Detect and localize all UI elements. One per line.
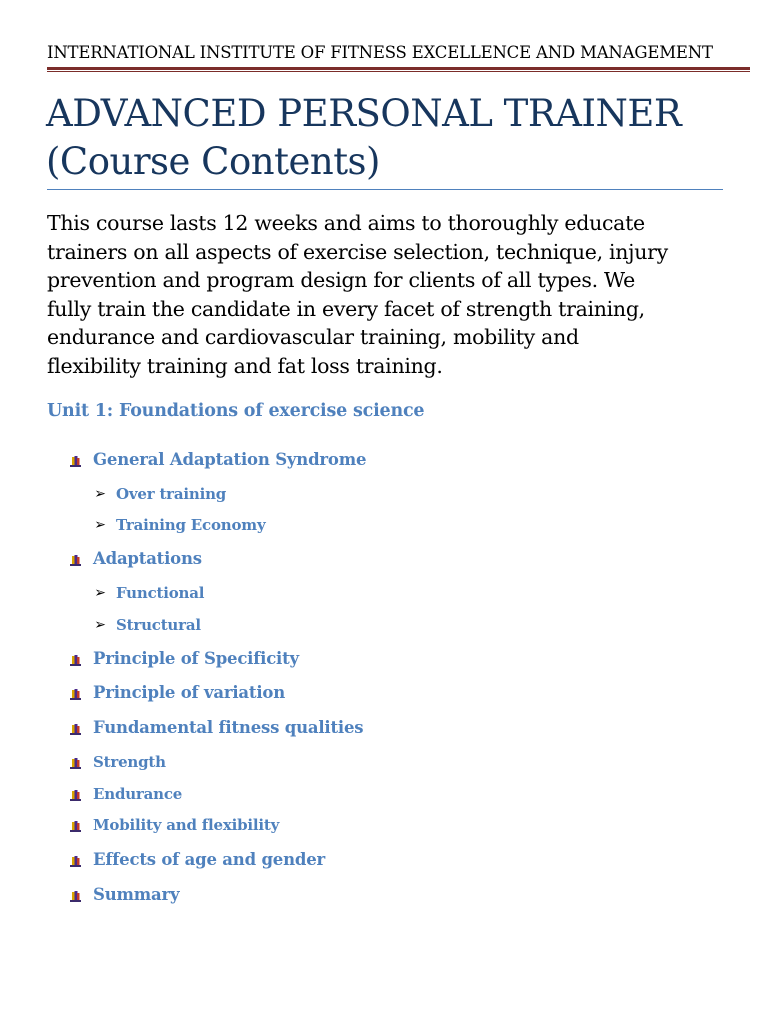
arrow-bullet-icon: ➢ [94,517,106,533]
intro-line-6: flexibility training and fat loss training. [47,353,443,378]
book-stack-icon [69,552,82,565]
list-item [69,649,299,668]
title-divider [47,189,723,190]
intro-paragraph [47,209,727,381]
book-stack-icon [69,819,82,832]
list-item [94,516,265,534]
list-item [69,816,279,834]
list-item-label: Principle of variation [93,683,285,702]
book-stack-icon [69,652,82,665]
intro-line-1: This course lasts 12 weeks and aims to thoroughly educate [47,211,645,235]
intro-line-5: endurance and cardiovascular training, mobility and [47,325,579,350]
intro-line-4: fully train the candidate in every facet of strength training, [47,296,645,321]
header-divider-thin [47,71,750,72]
list-item-label: Structural [116,616,201,634]
list-item [69,885,179,904]
list-item [94,584,204,602]
list-item-label: Summary [93,885,180,904]
list-item-label: Strength [93,753,166,771]
title-line-2: (Course Contents) [46,140,380,183]
arrow-bullet-icon: ➢ [94,585,106,601]
book-stack-icon [69,888,82,901]
book-stack-icon [69,686,82,699]
book-stack-icon [69,453,82,466]
list-item-label: Functional [116,584,205,602]
list-item-label: General Adaptation Syndrome [93,450,367,469]
list-item-label: Principle of Specificity [93,649,299,668]
list-item [69,753,166,771]
list-item-label: Over training [116,485,227,503]
list-item-label: Fundamental fitness qualities [93,718,364,737]
list-item [94,616,201,634]
list-item [69,683,285,702]
list-item [69,549,202,568]
book-stack-icon [69,788,82,801]
list-item-label: Training Economy [116,516,266,534]
list-item [69,450,366,469]
intro-line-3: prevention and program design for clients of all types. We [47,268,635,293]
book-stack-icon [69,721,82,734]
list-item [69,850,325,869]
list-item-label: Adaptations [93,549,202,568]
intro-line-2: trainers on all aspects of exercise selection, technique, injury [47,239,668,264]
list-item-label: Effects of age and gender [93,850,326,869]
title-line-1: ADVANCED PERSONAL TRAINER [46,92,682,135]
header-divider [47,67,750,73]
list-item [69,718,363,737]
book-stack-icon [69,853,82,866]
list-item [94,485,226,503]
arrow-bullet-icon: ➢ [94,617,106,633]
list-item [69,785,182,803]
list-item-label: Mobility and flexibility [93,816,280,834]
book-stack-icon [69,756,82,769]
arrow-bullet-icon: ➢ [94,486,106,502]
institute-header: INTERNATIONAL INSTITUTE OF FITNESS EXCELLENCE AND MANAGEMENT [47,43,713,62]
unit-1-heading: Unit 1: Foundations of exercise science [47,401,425,421]
list-item-label: Endurance [93,785,183,803]
header-divider-thick [47,67,750,70]
page-title [46,90,681,186]
